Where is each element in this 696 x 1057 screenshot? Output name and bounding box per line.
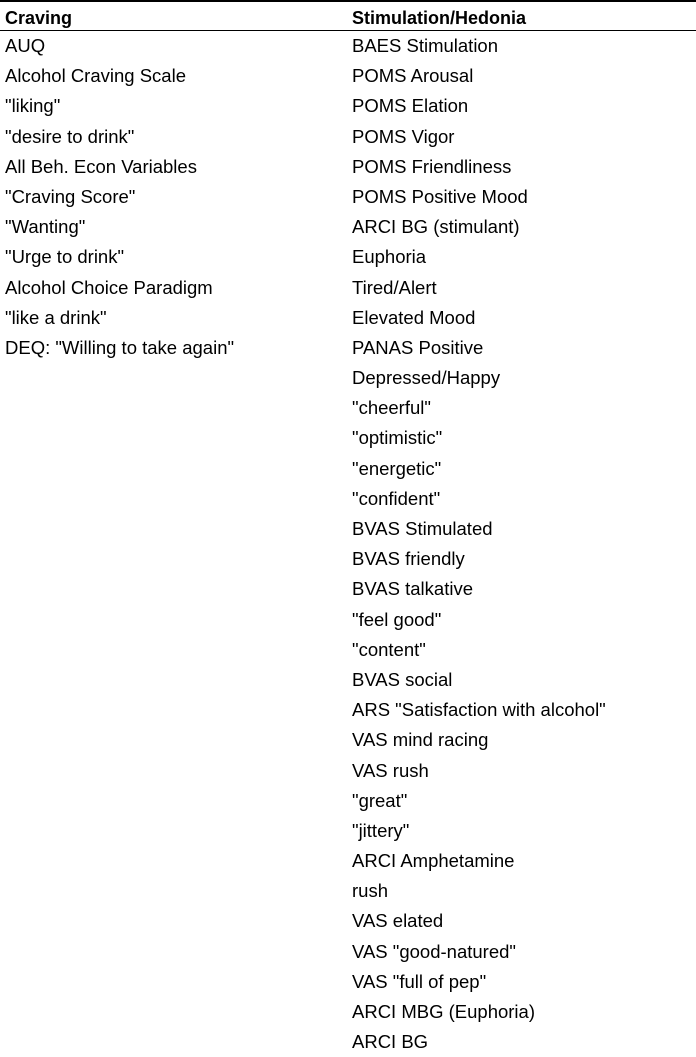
stimulation-cell: VAS "good-natured" [352,940,516,962]
stimulation-cell: Tired/Alert [352,276,437,298]
craving-cell: "Wanting" [5,216,86,238]
craving-cell: "liking" [5,95,61,117]
table-header [0,0,696,31]
craving-cell: DEQ: "Willing to take again" [5,336,235,358]
stimulation-cell: "cheerful" [352,397,431,419]
stimulation-cell: "feel good" [352,608,442,630]
stimulation-cell: "confident" [352,487,441,509]
stimulation-cell: POMS Positive Mood [352,185,528,207]
stimulation-cell: VAS "full of pep" [352,970,487,992]
stimulation-cell: VAS mind racing [352,729,489,751]
stimulation-cell: rush [352,880,388,902]
craving-cell: "like a drink" [5,306,107,328]
stimulation-cell: BVAS friendly [352,548,465,570]
stimulation-cell: POMS Elation [352,95,469,117]
stimulation-cell: ARS "Satisfaction with alcohol" [352,699,606,721]
stimulation-cell: BAES Stimulation [352,35,499,56]
stimulation-cell: "jittery" [352,819,410,841]
header-craving: Craving [5,8,73,28]
stimulation-cell: "content" [352,638,426,660]
craving-cell: All Beh. Econ Variables [5,155,197,177]
stimulation-cell: "optimistic" [352,427,443,449]
craving-cell: "desire to drink" [5,125,135,147]
stimulation-cell: BVAS talkative [352,578,473,600]
stimulation-cell: BVAS Stimulated [352,518,493,539]
craving-cell: "Craving Score" [5,185,136,207]
craving-column [5,31,234,363]
stimulation-cell: ARCI MBG (Euphoria) [352,1001,535,1022]
stimulation-cell: POMS Friendliness [352,155,512,177]
stimulation-cell: ARCI BG [352,1031,429,1053]
header-stimulation: Stimulation/Hedonia [352,8,527,28]
stimulation-cell: VAS rush [352,759,429,781]
stimulation-cell: VAS elated [352,910,444,932]
stimulation-cell: Elevated Mood [352,306,476,328]
stimulation-cell: "great" [352,789,408,811]
stimulation-cell: "energetic" [352,457,442,479]
craving-cell: Alcohol Choice Paradigm [5,276,213,298]
craving-cell: "Urge to drink" [5,246,125,268]
stimulation-cell: POMS Vigor [352,125,455,147]
stimulation-cell: Euphoria [352,246,427,268]
stimulation-cell: PANAS Positive [352,336,484,358]
stimulation-cell: POMS Arousal [352,65,474,87]
stimulation-cell: Depressed/Happy [352,367,501,389]
stimulation-cell: ARCI Amphetamine [352,850,515,872]
stimulation-cell: BVAS social [352,668,453,690]
craving-cell: AUQ [5,35,46,56]
craving-cell: Alcohol Craving Scale [5,65,186,87]
stimulation-cell: ARCI BG (stimulant) [352,216,520,238]
stimulation-column [352,31,606,1057]
